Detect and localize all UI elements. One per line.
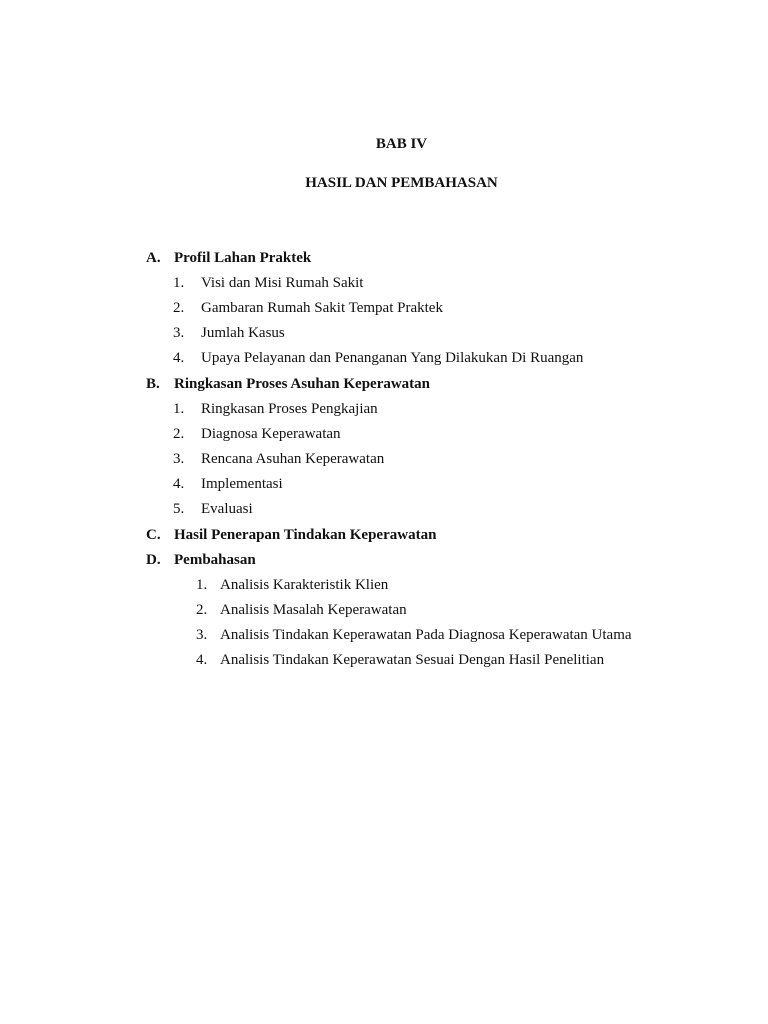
item-text: Ringkasan Proses Pengkajian [201,401,378,417]
section-letter: C. [146,527,161,543]
item-number: 4. [173,476,185,492]
item-text: Analisis Masalah Keperawatan [220,602,407,618]
section-letter: D. [146,552,161,568]
item-text: Upaya Pelayanan dan Penanganan Yang Dilakukan Di Ruangan [201,350,584,366]
chapter-number: BAB IV [375,136,428,152]
item-text: Rencana Asuhan Keperawatan [201,451,385,467]
item-text: Jumlah Kasus [201,325,285,341]
item-text: Diagnosa Keperawatan [201,426,341,442]
section-title: Profil Lahan Praktek [174,250,312,266]
item-number: 1. [196,577,208,593]
section-letter: A. [146,250,161,266]
item-text: Visi dan Misi Rumah Sakit [201,275,364,291]
item-number: 2. [173,300,185,316]
item-text: Implementasi [201,476,283,492]
section-title: Hasil Penerapan Tindakan Keperawatan [174,527,437,543]
chapter-title: HASIL DAN PEMBAHASAN [305,175,498,191]
item-text: Analisis Karakteristik Klien [220,577,389,593]
item-number: 5. [173,501,185,517]
item-text: Analisis Tindakan Keperawatan Pada Diagnosa Keperawatan Utama [220,627,632,643]
section-title: Pembahasan [174,552,256,568]
item-number: 3. [173,325,185,341]
item-number: 4. [173,350,185,366]
item-text: Gambaran Rumah Sakit Tempat Praktek [201,300,443,316]
item-number: 4. [196,652,208,668]
item-text: Evaluasi [201,501,253,517]
item-text: Analisis Tindakan Keperawatan Sesuai Dengan Hasil Penelitian [220,652,605,668]
item-number: 3. [173,451,185,467]
item-number: 1. [173,401,185,417]
section-title: Ringkasan Proses Asuhan Keperawatan [174,376,431,392]
section-letter: B. [146,376,160,392]
item-number: 2. [173,426,185,442]
item-number: 1. [173,275,185,291]
item-number: 3. [196,627,208,643]
item-number: 2. [196,602,208,618]
